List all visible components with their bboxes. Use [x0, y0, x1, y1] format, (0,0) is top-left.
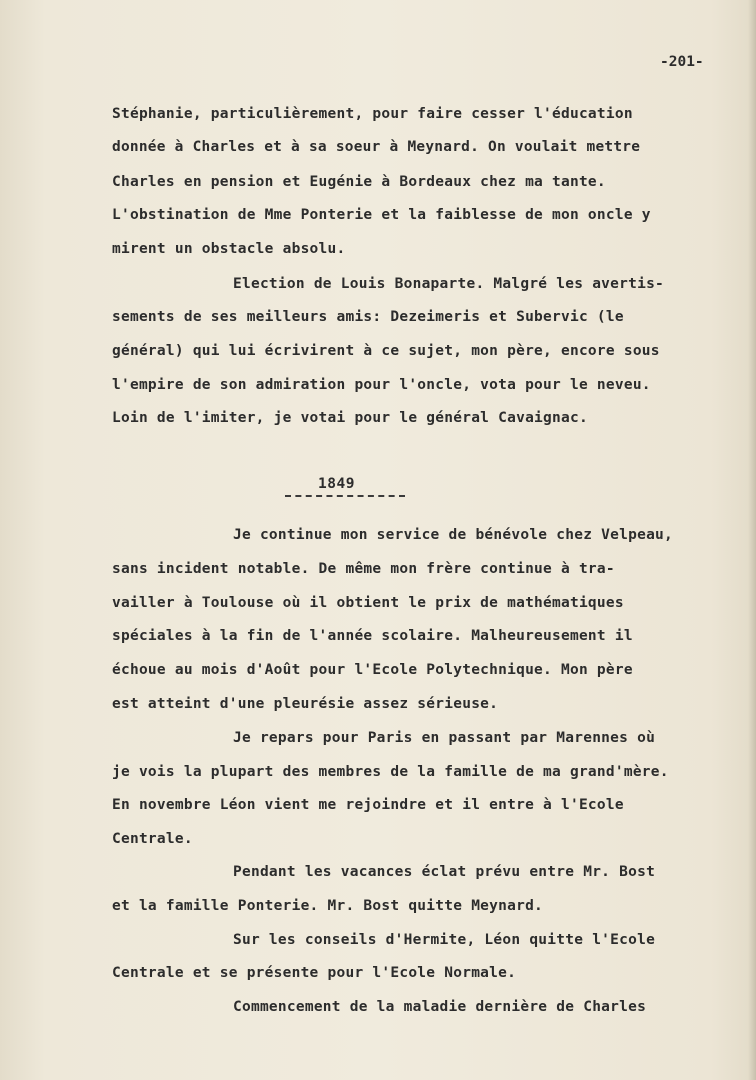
text-line: échoue au mois d'Août pour l'Ecole Polytechnique. Mon père [112, 662, 633, 678]
text-line: et la famille Ponterie. Mr. Bost quitte Meynard. [112, 898, 544, 914]
text-line: je vois la plupart des membres de la famille de ma grand'mère. [112, 764, 669, 780]
text-line: Centrale et se présente pour l'Ecole Normale. [112, 965, 517, 981]
text-line: donnée à Charles et à sa soeur à Meynard. On voulait mettre [112, 139, 641, 155]
text-line: Loin de l'imiter, je votai pour le général Cavaignac. [112, 410, 588, 426]
text-line: sements de ses meilleurs amis: Dezeimeris et Subervic (le [112, 309, 624, 325]
text-line: l'empire de son admiration pour l'oncle, vota pour le neveu. [112, 377, 651, 393]
text-line: Pendant les vacances éclat prévu entre Mr. Bost [233, 864, 656, 880]
text-line: Sur les conseils d'Hermite, Léon quitte l'Ecole [233, 932, 656, 948]
text-line: Je continue mon service de bénévole chez Velpeau, [233, 527, 674, 543]
year-underline [285, 495, 405, 497]
text-line: Je repars pour Paris en passant par Marennes où [233, 730, 656, 746]
text-line: spéciales à la fin de l'année scolaire. Malheureusement il [112, 628, 633, 644]
text-line: vailler à Toulouse où il obtient le prix de mathématiques [112, 595, 624, 611]
text-line: Centrale. [112, 831, 193, 847]
text-line: Stéphanie, particulièrement, pour faire cesser l'éducation [112, 106, 633, 122]
text-line: L'obstination de Mme Ponterie et la faiblesse de mon oncle y [112, 207, 651, 223]
text-line: sans incident notable. De même mon frère continue à tra- [112, 561, 615, 577]
text-line: est atteint d'une pleurésie assez sérieuse. [112, 696, 499, 712]
year-heading: 1849 [318, 476, 355, 492]
text-line: Commencement de la maladie dernière de Charles [233, 999, 647, 1015]
text-line: En novembre Léon vient me rejoindre et il entre à l'Ecole [112, 797, 624, 813]
page-edge-shadow [748, 0, 756, 1080]
text-line: général) qui lui écrivirent à ce sujet, mon père, encore sous [112, 343, 660, 359]
page-number: -201- [660, 54, 704, 70]
text-line: Election de Louis Bonaparte. Malgré les avertis- [233, 276, 665, 292]
text-line: Charles en pension et Eugénie à Bordeaux chez ma tante. [112, 174, 606, 190]
text-line: mirent un obstacle absolu. [112, 241, 346, 257]
